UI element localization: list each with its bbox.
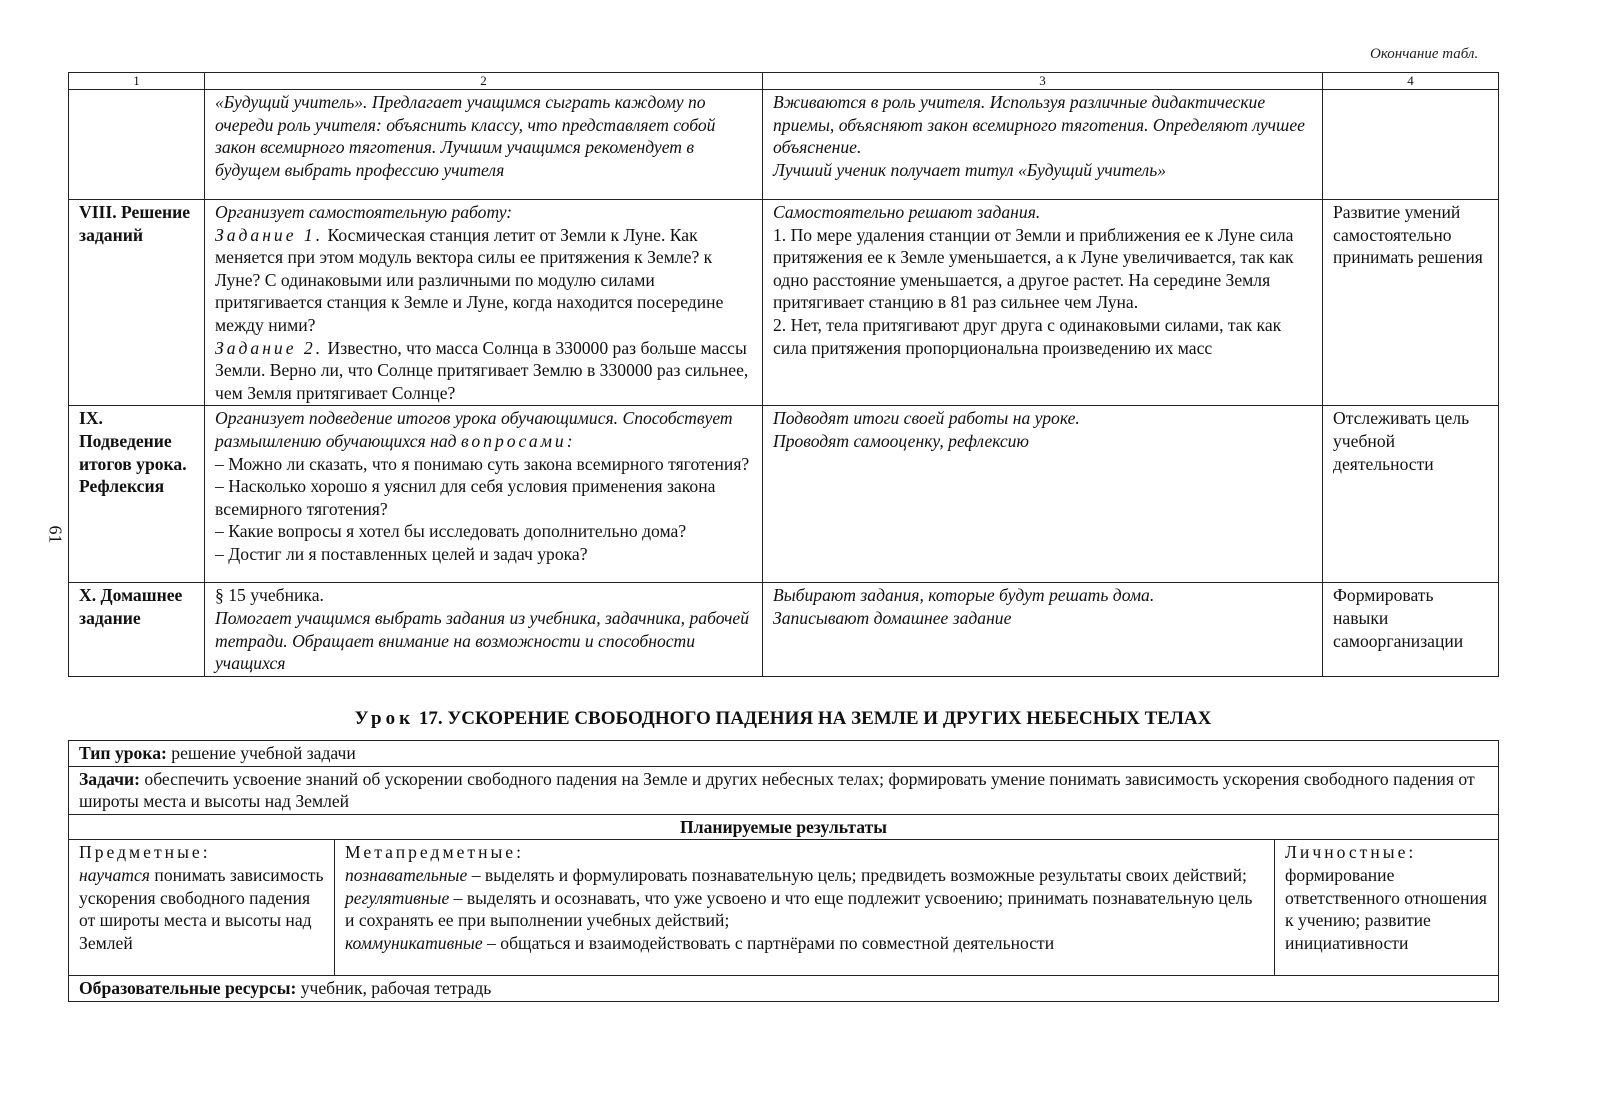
student-activity-cell (763, 200, 1323, 406)
personal-results-text: формирование ответственного отношения к учению; развитие инициативности (1285, 864, 1488, 953)
subject-results-label: Предметные: (79, 842, 211, 863)
result-cell (1323, 90, 1499, 200)
lesson-stages-table (68, 72, 1499, 677)
resources-row (69, 976, 1499, 1002)
teacher-activity-cell (205, 583, 763, 676)
student-activity-cell (763, 90, 1323, 200)
reflection-question: – Какие вопросы я хотел бы исследовать дополнительно дома? (215, 521, 687, 542)
student-activity-text: Выбирают задания, которые будут решать дома. (773, 585, 1155, 606)
table-header-row (69, 73, 1499, 90)
teacher-activity-cell: «Будущий учитель». Предлагает учащимся сыграть каждому по очереди роль учителя: объяснить классу, что представляет собой закон всемирного тяготения. Лучшим учащимся рекомендует в будущем выбрать профессию учителя (205, 90, 763, 200)
lesson-tasks-row (69, 766, 1499, 814)
students-intro: Самостоятельно решают задания. (773, 202, 1041, 222)
meta-cognitive-label: познавательные (345, 864, 468, 885)
stage-cell: VIII. Решение заданий (69, 200, 205, 406)
lesson-type-value: решение учебной задачи (171, 743, 356, 763)
stage-cell: X. Домашнее задание (69, 583, 205, 676)
task-2-label: Задание 2. (215, 337, 324, 358)
meta-cognitive (345, 864, 1264, 887)
table-row (69, 766, 1499, 814)
task-1 (215, 224, 752, 337)
teacher-intro (215, 407, 752, 452)
reflection-question: – Достиг ли я поставленных целей и задач урока? (215, 543, 588, 564)
lesson-type-row (69, 741, 1499, 767)
reflection-question: – Насколько хорошо я уяснил для себя условия применения закона всемирного тяготения? (215, 476, 716, 519)
table-row (69, 406, 1499, 583)
lesson-title (68, 708, 1498, 730)
student-activity-text: Записывают домашнее задание (773, 607, 1012, 628)
subject-results-italic: научатся (79, 864, 150, 885)
task-1-label: Задание 1. (215, 224, 324, 245)
task-1-text: Космическая станция летит от Земли к Луне. Как меняется при этом модуль вектора силы ее притяжения к Земле? к Луне? С одинаковыми или различными по модулю силами притягивается станция к Земле и Луне, когда находится посередине между ними? (215, 224, 724, 335)
teacher-activity-cell (205, 406, 763, 583)
column-number-4: 4 (1323, 73, 1499, 90)
meta-communicative-label: коммуникативные (345, 932, 483, 953)
student-activity-text: Вживаются в роль учителя. Используя различные дидактические приемы, объясняют закон всемирного тяготения. Определяют лучшее объяснение. (773, 92, 1305, 158)
subject-results-text (79, 864, 324, 954)
table-row (69, 840, 1499, 976)
meta-regulatory-label: регулятивные (345, 887, 450, 908)
lesson-type-label: Тип урока: (79, 743, 167, 763)
personal-results-cell (1275, 840, 1499, 976)
student-activity-text: Подводят итоги своей работы на уроке. (773, 408, 1080, 429)
meta-communicative (345, 932, 1264, 955)
task-2-text: Известно, что масса Солнца в 330000 раз больше массы Земли. Верно ли, что Солнце притягивает Землю в 330000 раз сильнее, чем Земля притягивает Солнце? (215, 337, 749, 403)
meta-regulatory-text: – выделять и осознавать, что уже усвоено и что еще подлежит усвоению; принимать познавательную цель и сохранять ее при выполнении учебных действий; (345, 887, 1253, 931)
result-cell: Формировать навыки самоорганизации (1323, 583, 1499, 676)
teacher-intro-text: Организует подведение итогов урока обучающимися. Способствует размышлению обучающихся над (215, 408, 733, 451)
teacher-activity-text: Помогает учащимся выбрать задания из учебника, задачника, рабочей тетради. Обращает внимание на возможности и способности учащихся (215, 607, 750, 674)
column-number-1: 1 (69, 73, 205, 90)
table-row (69, 741, 1499, 767)
meta-regulatory (345, 887, 1264, 932)
page-number: 61 (45, 525, 66, 544)
meta-results-cell (335, 840, 1275, 976)
student-activity-cell (763, 583, 1323, 676)
meta-cognitive-text: – выделять и формулировать познавательную цель; предвидеть возможные результаты своих действий; (471, 864, 1247, 885)
subject-results-cell (69, 840, 335, 976)
resources-value: учебник, рабочая тетрадь (300, 978, 492, 999)
table-row (69, 583, 1499, 676)
resources-label: Образовательные ресурсы: (79, 978, 297, 999)
stage-cell (69, 90, 205, 200)
teacher-intro: Организует самостоятельную работу: (215, 202, 513, 222)
continuation-label: Окончание табл. (1370, 46, 1479, 62)
lesson-title-text: 17. УСКОРЕНИЕ СВОБОДНОГО ПАДЕНИЯ НА ЗЕМЛЕ И ДРУГИХ НЕБЕСНЫХ ТЕЛАХ (418, 708, 1212, 729)
reflection-question: – Можно ли сказать, что я понимаю суть закона всемирного тяготения? (215, 453, 750, 474)
lesson-prefix: Урок (354, 708, 415, 729)
table-row (69, 200, 1499, 406)
meta-communicative-text: – общаться и взаимодействовать с партнёрами по совместной деятельности (487, 932, 1055, 953)
student-activity-text: Проводят самооценку, рефлексию (773, 430, 1029, 451)
meta-results-label: Метапредметные: (345, 842, 525, 863)
result-cell: Отслеживать цель учебной деятельности (1323, 406, 1499, 583)
table-row (69, 976, 1499, 1002)
lesson-tasks-value: обеспечить усвоение знаний об ускорении свободного падения на Земле и других небесных телах; формировать умение понимать зависимость ускорения свободного падения от широты места и высоты над Землей (79, 768, 1475, 812)
answer-2: 2. Нет, тела притягивают друг друга с одинаковыми силами, так как сила притяжения пропорциональна произведению их масс (773, 314, 1282, 358)
column-number-2: 2 (205, 73, 763, 90)
stage-cell: IX. Подведение итогов урока. Рефлексия (69, 406, 205, 583)
planned-results-heading: Планируемые результаты (69, 814, 1499, 840)
personal-results-label: Личностные: (1285, 842, 1417, 863)
table-row (69, 814, 1499, 840)
table-row (69, 90, 1499, 200)
teacher-activity-cell (205, 200, 763, 406)
student-activity-cell (763, 406, 1323, 583)
lesson-tasks-label: Задачи: (79, 768, 140, 789)
student-activity-text: Лучший ученик получает титул «Будущий учитель» (773, 159, 1167, 180)
column-number-3: 3 (763, 73, 1323, 90)
result-cell: Развитие умений самостоятельно принимать решения (1323, 200, 1499, 406)
subject-results-body: понимать зависимость ускорения свободного падения от широты места и высоты над Землей (79, 864, 324, 953)
lesson-plan-table (68, 740, 1499, 1002)
answer-1: 1. По мере удаления станции от Земли и приближения ее к Луне сила притяжения ее к Земле уменьшается, а к Луне увеличивается, так как одно расстояние уменьшается, а другое растет. На середине Земля притягивает станцию в 81 раз сильнее чем Луна. (773, 224, 1294, 313)
teacher-plain-text: § 15 учебника. (215, 585, 324, 606)
task-2 (215, 337, 752, 405)
teacher-intro-spaced: вопросами: (460, 430, 576, 451)
